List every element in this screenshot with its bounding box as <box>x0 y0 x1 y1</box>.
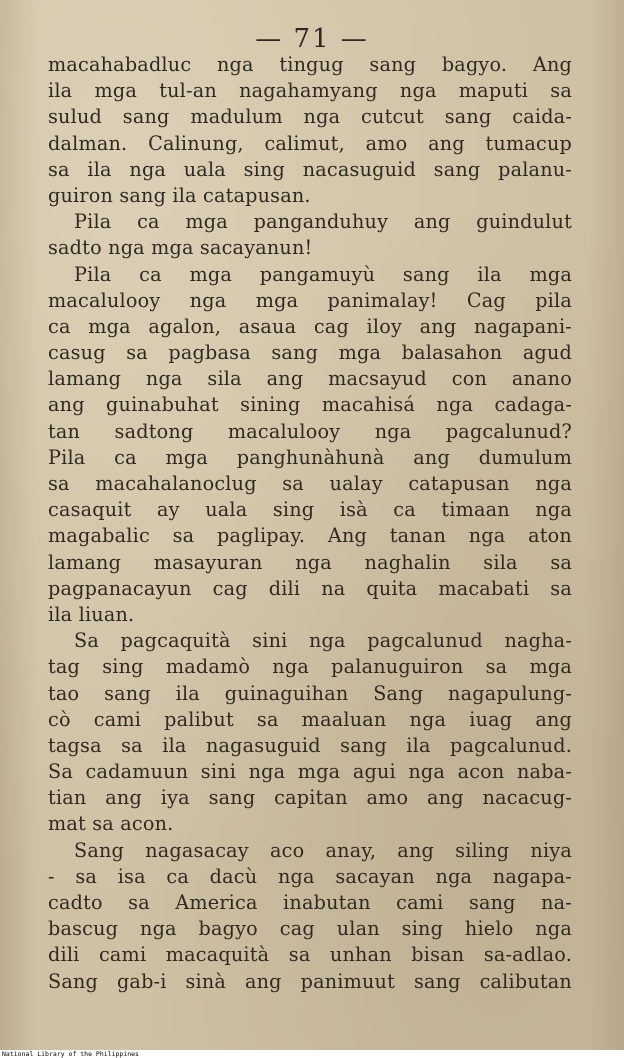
text-line: casaquit ay uala sing isà ca timaan nga <box>48 498 572 522</box>
text-line: dalman. Calinung, calimut, amo ang tumacup <box>48 131 572 155</box>
text-line: ila mga tul-an nagahamyang nga maputi sa <box>48 79 572 103</box>
text-line: guiron sang ila catapusan. <box>48 183 311 207</box>
text-line: sadto nga mga sacayanun! <box>48 236 313 260</box>
text-line: lamang nga sila ang macsayud con anano <box>48 367 572 391</box>
body-text <box>48 52 572 995</box>
text-line: mat sa acon. <box>48 812 174 836</box>
text-line: bascug nga bagyo cag ulan sing hielo nga <box>48 917 572 941</box>
text-line: Sa pagcaquità sini nga pagcalunud nagha- <box>74 629 572 653</box>
text-line: magabalic sa paglipay. Ang tanan nga aton <box>48 524 572 548</box>
text-line: tagsa sa ila nagasuguid sang ila pagcalunud. <box>48 733 572 757</box>
text-line: Sa cadamuun sini nga mga agui nga acon naba- <box>48 760 572 784</box>
text-line: sa ila nga uala sing nacasuguid sang palanu- <box>48 157 572 181</box>
text-line: dili cami macaquità sa unhan bisan sa-adlao. <box>48 943 572 967</box>
text-line: tao sang ila guinaguihan Sang nagapulung- <box>48 681 572 705</box>
library-credit: National Library of the Philippines <box>2 1050 139 1058</box>
text-line: pagpanacayun cag dili na quita macabati sa <box>48 576 572 600</box>
text-line: tian ang iya sang capitan amo ang nacacug- <box>48 786 572 810</box>
text-line: cadto sa America inabutan cami sang na- <box>48 891 572 914</box>
text-line: sa macahalanoclug sa ualay catapusan nga <box>48 472 572 495</box>
text-line: - sa isa ca dacù nga sacayan nga nagapa- <box>48 864 572 888</box>
page-number: — 71 — <box>255 24 369 54</box>
text-line: Pila ca mga panganduhuy ang guindulut <box>74 210 572 234</box>
text-line: sulud sang madulum nga cutcut sang caida- <box>48 105 572 129</box>
text-line: ca mga agalon, asaua cag iloy ang nagapani- <box>48 314 572 338</box>
text-line: ang guinabuhat sining macahisá nga cadaga- <box>48 393 572 417</box>
text-line: Sang gab-i sinà ang panimuut sang calibutan <box>48 969 572 993</box>
text-line: macahabadluc nga tingug sang bagyo. Ang <box>48 53 572 76</box>
text-line: tag sing madamò nga palanuguiron sa mga <box>48 655 572 679</box>
text-line: tan sadtong macalulooy nga pagcalunud? <box>48 419 572 443</box>
text-line: ila liuan. <box>48 602 135 626</box>
text-line: Pila ca mga panghunàhunà ang dumulum <box>48 445 572 469</box>
text-line: Pila ca mga pangamuyù sang ila mga <box>74 262 572 286</box>
text-line: cò cami palibut sa maaluan nga iuag ang <box>48 707 572 731</box>
text-line: Sang nagasacay aco anay, ang siling niya <box>74 838 572 862</box>
text-line: lamang masayuran nga naghalin sila sa <box>48 550 572 574</box>
text-line: casug sa pagbasa sang mga balasahon agud <box>48 341 572 365</box>
text-line: macalulooy nga mga panimalay! Cag pila <box>48 288 572 312</box>
